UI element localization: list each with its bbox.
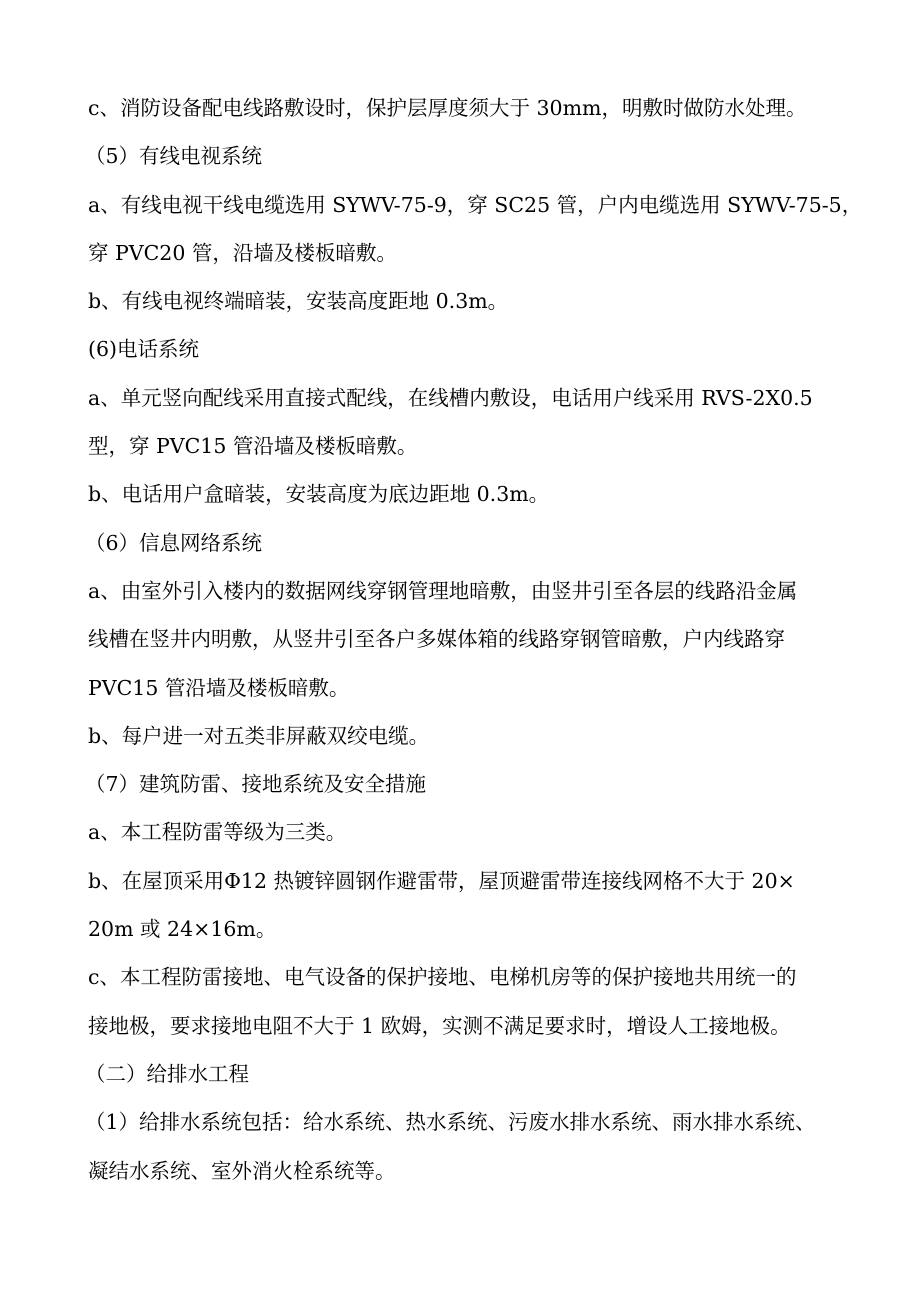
section-heading: （6）信息网络系统 <box>85 530 263 555</box>
paragraph-line: b、每户进一对五类非屏蔽双绞电缆。 <box>88 723 430 748</box>
paragraph-line: b、有线电视终端暗装，安装高度距地 0.3m。 <box>88 289 509 314</box>
paragraph-line: 穿 PVC20 管，沿墙及楼板暗敷。 <box>88 240 397 265</box>
paragraph-line: （1）给排水系统包括：给水系统、热水系统、污废水排水系统、雨水排水系统、 <box>85 1110 816 1135</box>
paragraph-line: 20m 或 24×16m。 <box>88 917 277 942</box>
section-heading: （7）建筑防雷、接地系统及安全措施 <box>85 772 427 797</box>
paragraph-line: b、在屋顶采用Φ12 热镀锌圆钢作避雷带，屋顶避雷带连接线网格不大于 20× <box>88 868 795 893</box>
paragraph-line: 线槽在竖井内明敷，从竖井引至各户多媒体箱的线路穿钢管暗敷，户内线路穿 <box>88 627 785 652</box>
section-heading: （二）给排水工程 <box>85 1061 249 1086</box>
paragraph-line: 型，穿 PVC15 管沿墙及楼板暗敷。 <box>88 434 418 459</box>
paragraph-line: a、本工程防雷等级为三类。 <box>88 820 347 845</box>
paragraph-line: c、本工程防雷接地、电气设备的保护接地、电梯机房等的保护接地共用统一的 <box>88 965 797 990</box>
paragraph-line: b、电话用户盒暗装，安装高度为底边距地 0.3m。 <box>88 482 550 507</box>
section-heading: (6)电话系统 <box>88 337 200 362</box>
paragraph-line: PVC15 管沿墙及楼板暗敷。 <box>88 675 350 700</box>
paragraph-line: a、有线电视干线电缆选用 SYWV-75-9，穿 SC25 管，户内电缆选用 SYWV-75-5， <box>88 192 863 217</box>
paragraph-line: a、单元竖向配线采用直接式配线，在线槽内敷设，电话用户线采用 RVS-2X0.5 <box>88 385 813 410</box>
paragraph-line: 接地极，要求接地电阻不大于 1 欧姆，实测不满足要求时，增设人工接地极。 <box>88 1013 791 1038</box>
section-heading: （5）有线电视系统 <box>85 144 263 169</box>
document-body <box>85 84 863 1195</box>
paragraph-line: c、消防设备配电线路敷设时，保护层厚度须大于 30mm，明敷时做防水处理。 <box>88 96 807 120</box>
paragraph-line: a、由室外引入楼内的数据网线穿钢管理地暗敷，由竖井引至各层的线路沿金属 <box>88 578 798 603</box>
paragraph-line: 凝结水系统、室外消火栓系统等。 <box>88 1158 396 1183</box>
